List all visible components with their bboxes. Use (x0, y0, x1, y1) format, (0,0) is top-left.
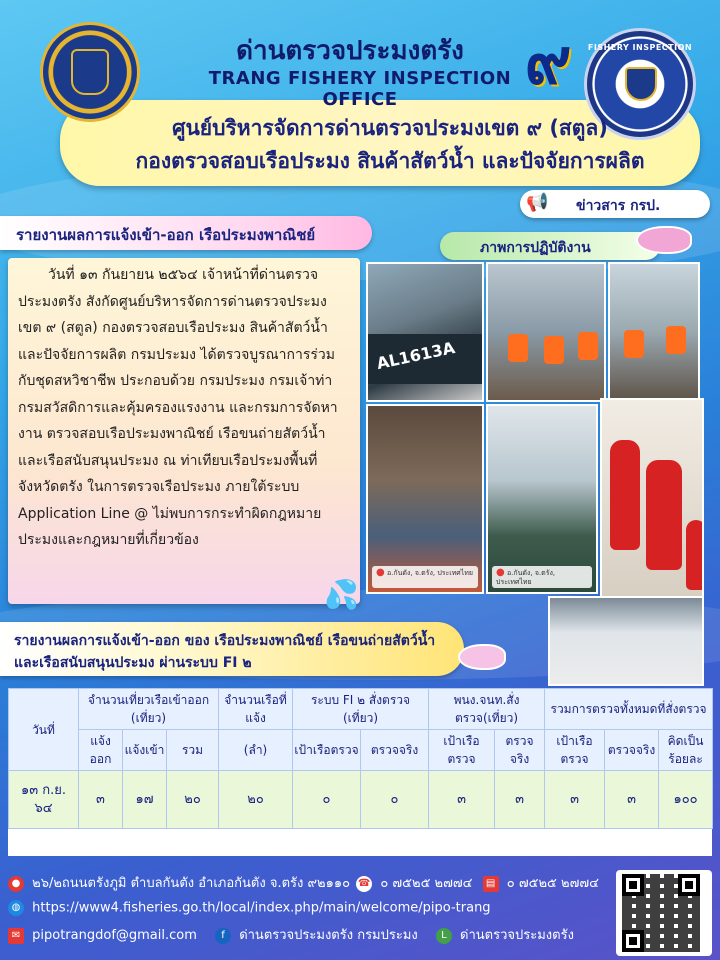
footer (0, 866, 720, 960)
fax-icon: ▤ (483, 876, 499, 892)
photo-heading (440, 232, 660, 260)
page-title-english: TRANG FISHERY INSPECTION OFFICE (208, 68, 512, 110)
subheader-percent: คิดเป็นร้อยละ (659, 730, 713, 771)
subheader-unit: (ลำ) (219, 730, 293, 771)
qr-finder (622, 874, 644, 896)
fire-extinguisher (646, 460, 682, 570)
subheader-out: แจ้งออก (79, 730, 123, 771)
header-trips: จำนวนเที่ยวเรือเข้าออก (เที่ยว) (79, 689, 219, 730)
header-date: วันที่ (9, 689, 79, 771)
photo-boat-hull (366, 262, 484, 402)
photo-inspection-team (486, 262, 606, 402)
stamp-location: อ.กันตัง, จ.ตรัง, ประเทศไทย (386, 569, 473, 577)
cell-sum: ๒๐ (167, 771, 219, 829)
fire-extinguisher (686, 520, 704, 590)
stamp-location: อ.กันตัง, จ.ตรัง, ประเทศไทย (496, 569, 556, 586)
cell-date: ๑๓ ก.ย. ๖๔ (9, 771, 79, 829)
footer-contact-line (8, 924, 574, 945)
life-vest (578, 332, 598, 360)
news-tag (520, 190, 710, 218)
life-vest (544, 336, 564, 364)
cell-total-actual: ๓ (605, 771, 659, 829)
photo-inspection-officers (608, 262, 700, 402)
fish-icon (458, 644, 506, 670)
table-header-row (9, 689, 713, 730)
subtitle-center: ศูนย์บริหารจัดการด่านตรวจประมงเขต ๙ (สตูล) (172, 116, 608, 140)
photo-fishing-net (486, 404, 598, 594)
subheader-fi2-target: เป้าเรือตรวจ (293, 730, 361, 771)
cell-boats: ๒๐ (219, 771, 293, 829)
footer-website[interactable]: https://www4.fisheries.go.th/local/index.php/main/welcome/pipo-trang (32, 900, 491, 916)
subheader-officer-target: เป้าเรือตรวจ (429, 730, 495, 771)
report-heading (0, 216, 372, 250)
emblem-icon (71, 49, 109, 95)
location-pin-icon: ● (8, 876, 24, 892)
fi2-heading (0, 622, 464, 676)
cell-total-target: ๓ (545, 771, 605, 829)
header-boats: จำนวนเรือที่แจ้ง (219, 689, 293, 730)
footer-address: ๒๖/๒ถนนตรังภูมิ ตำบลกันตัง อำเภอกันตัง จ.ตรัง ๙๒๑๑๐ (32, 876, 351, 891)
report-table (8, 688, 712, 856)
cell-out: ๓ (79, 771, 123, 829)
cell-fi2-target: ๐ (293, 771, 361, 829)
phone-icon: ☎ (356, 876, 372, 892)
subheader-fi2-actual: ตรวจจริง (361, 730, 429, 771)
table-subheader-row (9, 730, 713, 771)
life-vest (508, 334, 528, 362)
shield-icon (625, 67, 657, 101)
report-body-text: วันที่ ๑๓ กันยายน ๒๕๖๔ เจ้าหน้าที่ด่านตรวจประมงตรัง สังกัดศูนย์บริหารจัดการด่านตรวจประมง เขต ๙ (สตูล) กองตรวจสอบเรือประมง สินค้าสัตว์น้ำ และปัจจัยการผลิต กรมประมง ได้ตรวจบูรณาการร่วมกับชุดสหวิชาชีพ ประกอบด้วย กรมประมง กรมเจ้าท่า กรมสวัสดิการและคุ้มครองแรงงาน และกรมการจัดหางาน ตรวจสอบเรือประมงพาณิชย์ เรือขนถ่ายสัตว์น้ำและเรือสนับสนุนประมง ณ ท่าเทียบเรือประมงพื้นที่จังหวัดตรัง ในการตรวจเรือประมง ภายใต้ระบบ Application Line @ ไม่พบการกระทำผิดกฎหมายประมงและกฎหมายที่เกี่ยวข้อง (18, 267, 338, 548)
qr-code[interactable] (616, 870, 712, 956)
facebook-icon: f (215, 928, 231, 944)
globe-icon: ◍ (8, 900, 24, 916)
cell-in: ๑๗ (123, 771, 167, 829)
location-stamp (372, 566, 478, 588)
photo-fire-extinguishers (600, 398, 704, 598)
fi2-heading-line2: และเรือสนับสนุนประมง ผ่านระบบ FI ๒ (14, 655, 252, 671)
data-table (8, 688, 713, 829)
footer-line[interactable]: ด่านตรวจประมงตรัง (460, 928, 574, 943)
footer-address-line (8, 872, 599, 893)
footer-phone[interactable]: ๐ ๗๕๒๕ ๒๗๗๔ (380, 876, 473, 891)
footer-website-line (8, 900, 491, 916)
subheader-total-target: เป้าเรือตรวจ (545, 730, 605, 771)
cell-officer-actual: ๓ (495, 771, 545, 829)
photo-fish-hold (366, 404, 484, 594)
cell-total-percent: ๑๐๐ (659, 771, 713, 829)
photo-heading-text: ภาพการปฏิบัติงาน (480, 240, 591, 256)
cell-officer-target: ๓ (429, 771, 495, 829)
footer-fax[interactable]: ๐ ๗๕๒๕ ๒๗๗๔ (506, 876, 599, 891)
page-title: ด่านตรวจประมงตรัง (236, 36, 464, 66)
fi2-heading-line1: รายงานผลการแจ้งเข้า-ออก ของ เรือประมงพาณิชย์ เรือขนถ่ายสัตว์น้ำ (14, 633, 436, 649)
header-fi2: ระบบ FI ๒ สั่งตรวจ (เที่ยว) (293, 689, 429, 730)
photo-supplies (548, 596, 704, 686)
report-heading-text: รายงานผลการแจ้งเข้า-ออก เรือประมงพาณิชย์ (16, 226, 316, 244)
logo-ring-text: FISHERY INSPECTION (587, 43, 693, 52)
boat-hull-number: AL1613A (374, 337, 457, 374)
subheader-in: แจ้งเข้า (123, 730, 167, 771)
subtitle-division: กองตรวจสอบเรือประมง สินค้าสัตว์น้ำ และปัจจัยการผลิต (135, 149, 645, 173)
qr-finder (622, 930, 644, 952)
subheader-officer-actual: ตรวจจริง (495, 730, 545, 771)
footer-facebook[interactable]: ด่านตรวจประมงตรัง กรมประมง (239, 928, 418, 943)
subheader-sum: รวม (167, 730, 219, 771)
location-stamp (492, 566, 592, 588)
news-tag-label: ข่าวสาร กรป. (576, 198, 661, 214)
email-icon: ✉ (8, 928, 24, 944)
life-vest (624, 330, 644, 358)
line-icon: L (436, 928, 452, 944)
water-splash-icon: 💦 (324, 578, 359, 611)
qr-finder (678, 874, 700, 896)
map-pin-icon: ● (376, 567, 385, 578)
cell-fi2-actual: ๐ (361, 771, 429, 829)
map-pin-icon: ● (496, 567, 505, 578)
fish-icon (636, 226, 692, 254)
footer-email[interactable]: pipotrangdof@gmail.com (32, 928, 197, 943)
header-total: รวมการตรวจทั้งหมดที่สั่งตรวจ (545, 689, 713, 730)
megaphone-icon: 📢 (526, 192, 549, 213)
subheader-total-actual: ตรวจจริง (605, 730, 659, 771)
life-vest (666, 326, 686, 354)
header-officer: พนง.จนท.สั่งตรวจ(เที่ยว) (429, 689, 545, 730)
zone-number: ๙ (524, 24, 572, 99)
fire-extinguisher (610, 440, 640, 550)
department-logo (40, 22, 140, 122)
table-row (9, 771, 713, 829)
